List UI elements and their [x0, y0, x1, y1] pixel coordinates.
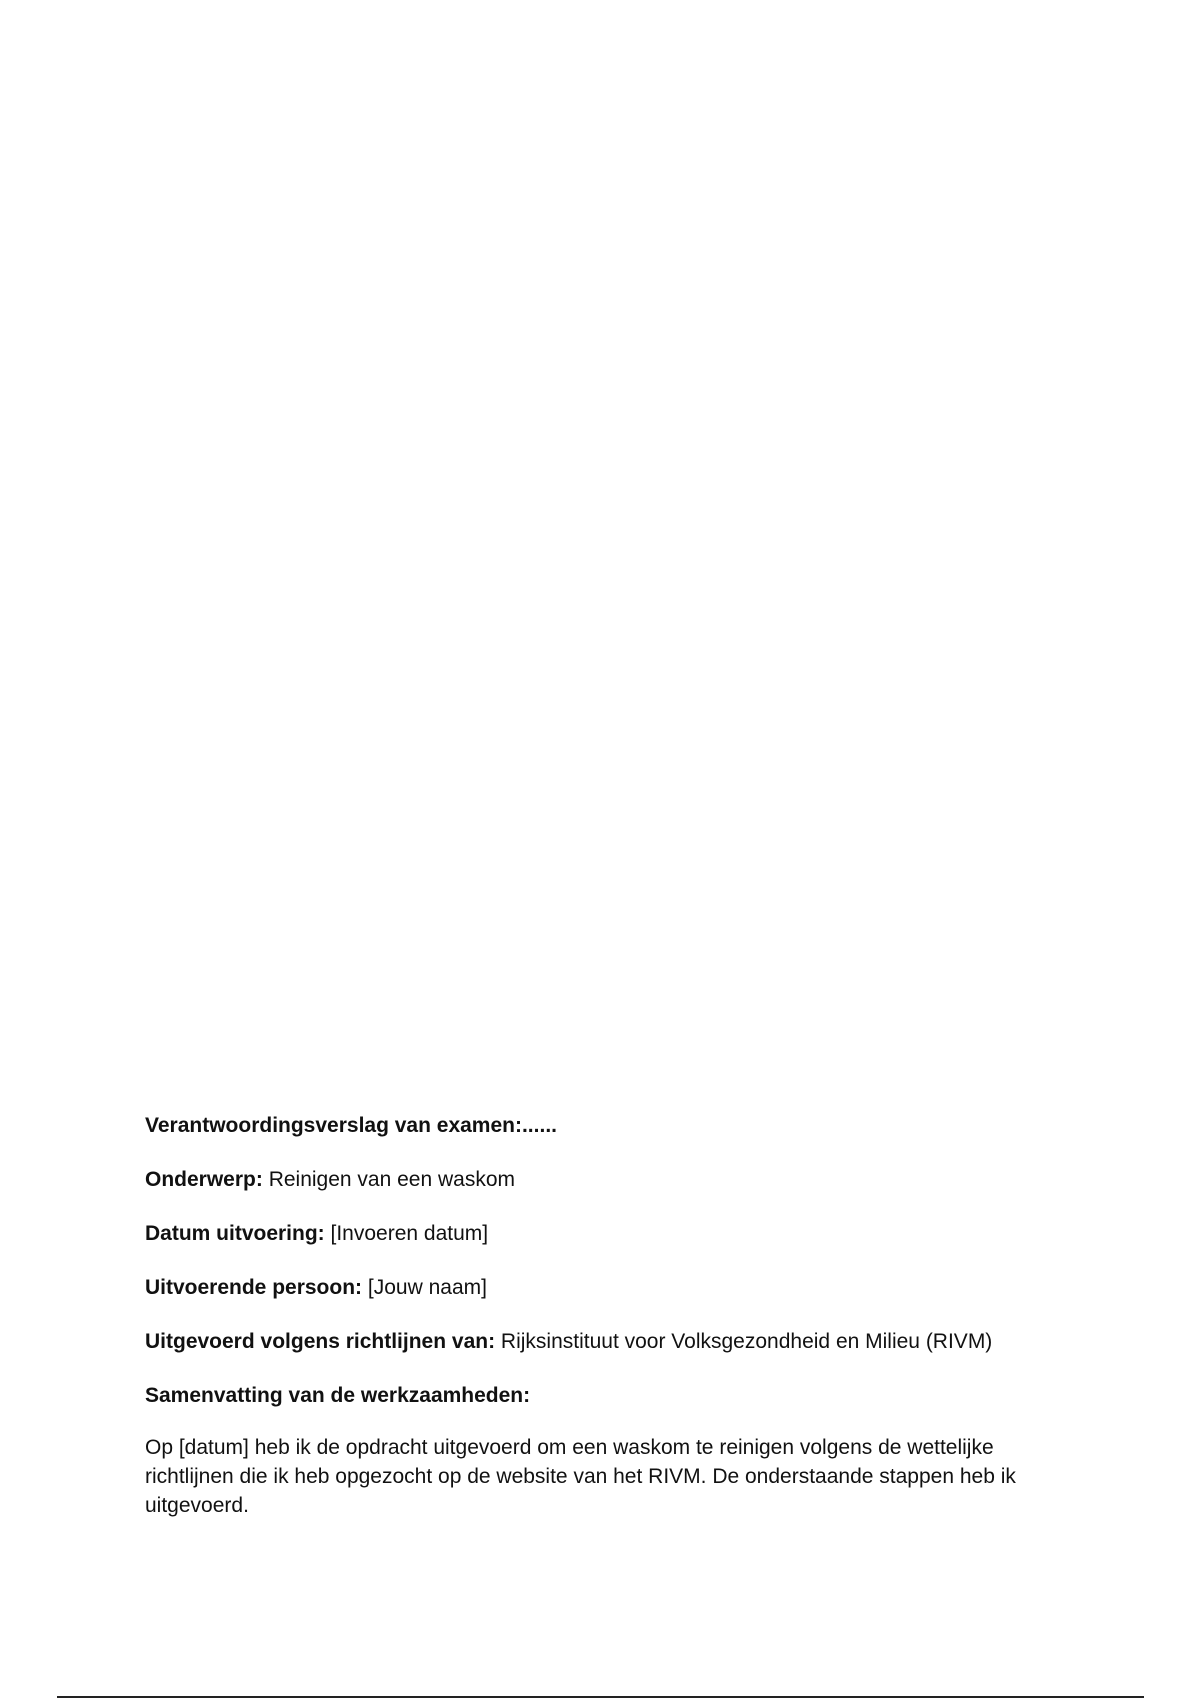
field-onderwerp — [145, 1166, 1065, 1194]
summary-heading: Samenvatting van de werkzaamheden: — [145, 1384, 531, 1407]
field-uitvoerende-persoon — [145, 1274, 1065, 1302]
field-value: Rijksinstituut voor Volksgezondheid en Milieu (RIVM) — [500, 1330, 993, 1353]
field-label: Onderwerp: — [145, 1168, 263, 1191]
field-value: [Invoeren datum] — [330, 1222, 489, 1245]
summary-paragraph: Op [datum] heb ik de opdracht uitgevoerd om een waskom te reinigen volgens de wettelijke richtlijnen die ik heb opgezocht op de website van het RIVM. De onderstaande stappen heb ik uitgevoerd. — [145, 1436, 1016, 1517]
field-value: Reinigen van een waskom — [268, 1168, 516, 1191]
document-title-text: Verantwoordingsverslag van examen:...... — [145, 1114, 557, 1137]
field-label: Uitgevoerd volgens richtlijnen van: — [145, 1330, 496, 1353]
page-bottom-rule — [57, 1696, 1144, 1698]
field-richtlijnen — [145, 1328, 1065, 1356]
document-title — [145, 1112, 1065, 1140]
document-content — [145, 1112, 1065, 1520]
field-datum-uitvoering — [145, 1220, 1065, 1248]
field-value: [Jouw naam] — [367, 1276, 487, 1299]
field-label: Uitvoerende persoon: — [145, 1276, 363, 1299]
field-label: Datum uitvoering: — [145, 1222, 325, 1245]
